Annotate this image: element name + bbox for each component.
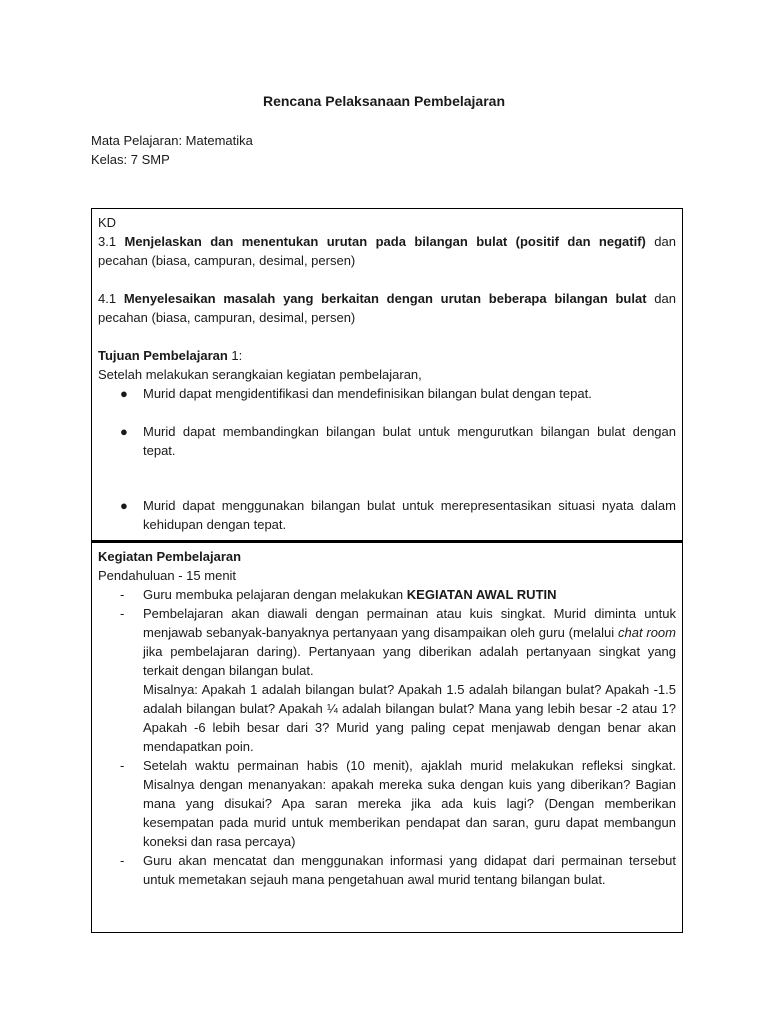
kd-4-1-rest: dan pecahan (biasa, campuran, desimal, persen): [98, 291, 676, 325]
dash-icon: -: [120, 606, 125, 621]
kd-heading: KD: [98, 215, 117, 230]
list-item-text: Murid dapat membandingkan bilangan bulat untuk mengurutkan bilangan bulat dengan tepat.: [143, 424, 676, 458]
list-item-text: Setelah waktu permainan habis (10 menit), ajaklah murid melakukan refleksi singkat. Misalnya dengan menanyakan: apakah mereka suka dengan kuis yang diberikan? Bagian mana yang disukai? Apa saran mereka jika ada kuis lagi? (Dengan memberikan kesempatan pada murid untuk memberikan pendapat dan saran, guru dapat membangun koneksi dan rasa percaya): [143, 758, 676, 849]
list-item-text: Guru membuka pelajaran dengan melakukan: [143, 587, 407, 602]
bullet-icon: ●: [120, 386, 128, 401]
grade-line: Kelas: 7 SMP: [91, 152, 170, 167]
tujuan-heading-bold: Tujuan Pembelajaran: [98, 348, 228, 363]
tujuan-heading-suffix: 1:: [227, 348, 243, 363]
list-item: [98, 422, 676, 460]
bullet-icon: ●: [120, 424, 128, 439]
list-item: [98, 384, 676, 403]
dash-icon: -: [120, 853, 125, 868]
kd-3-1: [98, 232, 676, 270]
page-title: Rencana Pelaksanaan Pembelajaran: [262, 93, 506, 109]
kegiatan-heading: Kegiatan Pembelajaran: [98, 549, 242, 564]
routine-label: KEGIATAN AWAL RUTIN: [406, 587, 557, 602]
list-item: [98, 851, 676, 889]
tujuan-intro: Setelah melakukan serangkaian kegiatan pembelajaran,: [98, 367, 422, 382]
bullet-icon: ●: [120, 498, 128, 513]
kegiatan-list: [98, 585, 676, 889]
list-item-text: Murid dapat mengidentifikasi dan mendefinisikan bilangan bulat dengan tepat.: [143, 386, 592, 401]
list-item: [98, 585, 676, 604]
kd-3-1-bold: Menjelaskan dan menentukan urutan pada bilangan bulat (positif dan negatif): [124, 234, 646, 249]
kd-4-1-number: 4.1: [98, 291, 117, 306]
kd-objectives-box: [91, 208, 683, 541]
list-item-text-cont: jika pembelajaran daring). Pertanyaan yang diberikan adalah pertanyaan singkat yang terkait dengan bilangan bulat.: [143, 644, 676, 678]
tujuan-list: [98, 384, 676, 534]
kd-3-1-rest: dan pecahan (biasa, campuran, desimal, persen): [98, 234, 676, 268]
tujuan-heading: [98, 346, 676, 365]
dash-icon: -: [120, 587, 125, 602]
list-item: [98, 756, 676, 851]
phase-label: Pendahuluan - 15 menit: [98, 568, 237, 583]
list-item-text: Pembelajaran akan diawali dengan permainan atau kuis singkat. Murid diminta untuk menjawab sebanyak-banyaknya pertanyaan yang disampaikan oleh guru (melalui: [143, 606, 676, 640]
list-item: [98, 604, 676, 756]
kegiatan-box: [91, 541, 683, 933]
list-item-example: Misalnya: Apakah 1 adalah bilangan bulat? Apakah 1.5 adalah bilangan bulat? Apakah -1.5 adalah bilangan bulat? Apakah ¼ adalah bilangan bulat? Mana yang lebih besar -2 atau 1? Apakah -6 lebih besar dari 3? Murid yang paling cepat menjawab dengan benar akan mendapatkan poin.: [143, 682, 676, 754]
list-item-text: Guru akan mencatat dan menggunakan informasi yang didapat dari permainan tersebut untuk memetakan sejauh mana pengetahuan awal murid tentang bilangan bulat.: [143, 853, 676, 887]
kd-4-1-bold: Menyelesaikan masalah yang berkaitan dengan urutan beberapa bilangan bulat: [123, 291, 647, 306]
subject-line: Mata Pelajaran: Matematika: [91, 133, 253, 148]
chat-room-term: chat room: [617, 625, 676, 640]
kd-3-1-number: 3.1: [98, 234, 117, 249]
doc-meta: [91, 131, 253, 169]
list-item-text: Murid dapat menggunakan bilangan bulat untuk merepresentasikan situasi nyata dalam kehidupan dengan tepat.: [143, 498, 676, 532]
list-item: [98, 496, 676, 534]
dash-icon: -: [120, 758, 125, 773]
kd-4-1: [98, 289, 676, 327]
